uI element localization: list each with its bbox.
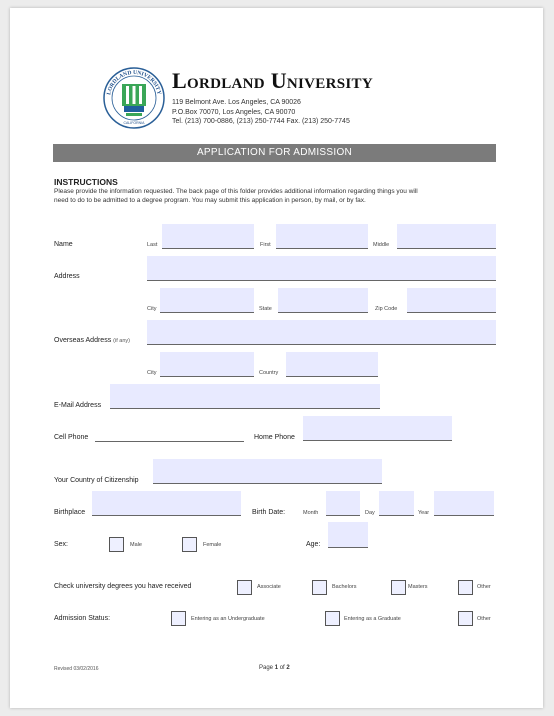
cell-phone-input[interactable] bbox=[95, 433, 244, 442]
admission-status-label: Admission Status: bbox=[54, 615, 111, 622]
address-city-input[interactable] bbox=[160, 288, 254, 313]
birth-day-sublabel: Day bbox=[365, 510, 375, 516]
home-phone-input[interactable] bbox=[303, 416, 452, 441]
contact-block bbox=[172, 98, 350, 127]
address-input[interactable] bbox=[147, 256, 496, 281]
age-input[interactable] bbox=[328, 522, 368, 548]
overseas-country-input[interactable] bbox=[286, 352, 378, 377]
admission-graduate-checkbox[interactable] bbox=[325, 611, 340, 626]
birth-month-sublabel: Month bbox=[303, 510, 319, 516]
page-prefix: Page bbox=[259, 665, 275, 671]
birth-year-sublabel: Year bbox=[418, 510, 430, 516]
last-name-input[interactable] bbox=[162, 224, 254, 249]
first-name-sublabel: First bbox=[260, 242, 271, 248]
overseas-city-input[interactable] bbox=[160, 352, 254, 377]
degree-masters-label: Masters bbox=[408, 584, 428, 590]
home-phone-label: Home Phone bbox=[254, 434, 295, 441]
overseas-city-sublabel: City bbox=[147, 370, 157, 376]
instructions-heading: INSTRUCTIONS bbox=[54, 177, 118, 187]
birthplace-input[interactable] bbox=[92, 491, 241, 516]
admission-other-checkbox[interactable] bbox=[458, 611, 473, 626]
sex-male-label: Male bbox=[130, 542, 142, 548]
university-name: Lordland University bbox=[172, 68, 373, 93]
first-name-input[interactable] bbox=[276, 224, 368, 249]
sex-label: Sex: bbox=[54, 541, 69, 548]
address-zip-sublabel: Zip Code bbox=[375, 306, 398, 312]
degree-bachelors-checkbox[interactable] bbox=[312, 580, 327, 595]
overseas-address-note: (if any) bbox=[113, 338, 130, 344]
admission-undergrad-label: Entering as an Undergraduate bbox=[191, 616, 265, 622]
sex-male-checkbox[interactable] bbox=[109, 537, 124, 552]
admission-graduate-label: Entering as a Graduate bbox=[344, 616, 401, 622]
instructions-line-2: need to do to be admitted to a degree program. You may submit this application in person, by mail, or by fax. bbox=[54, 197, 366, 204]
birth-year-input[interactable] bbox=[434, 491, 494, 516]
overseas-address-label bbox=[54, 337, 130, 344]
page-total: 2 bbox=[286, 665, 290, 671]
degree-masters-checkbox[interactable] bbox=[391, 580, 406, 595]
cell-phone-label: Cell Phone bbox=[54, 434, 89, 441]
address-state-input[interactable] bbox=[278, 288, 368, 313]
overseas-address-label-text: Overseas Address bbox=[54, 337, 112, 344]
page-current: 1 bbox=[274, 665, 279, 671]
form-title-banner: APPLICATION FOR ADMISSION bbox=[53, 144, 496, 162]
contact-line: Tel. (213) 700-0886, (213) 250-7744 Fax. (213) 250-7745 bbox=[172, 118, 350, 125]
sex-female-label: Female bbox=[203, 542, 222, 548]
age-label: Age: bbox=[306, 541, 321, 548]
degree-other-label: Other bbox=[477, 584, 491, 590]
sex-female-checkbox[interactable] bbox=[182, 537, 197, 552]
citizenship-input[interactable] bbox=[153, 459, 382, 484]
address-line-1: 119 Belmont Ave. Los Angeles, CA 90026 bbox=[172, 99, 301, 106]
degree-other-checkbox[interactable] bbox=[458, 580, 473, 595]
birthplace-label: Birthplace bbox=[54, 509, 86, 516]
birth-day-input[interactable] bbox=[379, 491, 414, 516]
degree-associate-checkbox[interactable] bbox=[237, 580, 252, 595]
name-label: Name bbox=[54, 241, 73, 248]
overseas-address-input[interactable] bbox=[147, 320, 496, 345]
page-of: of bbox=[278, 665, 287, 671]
page-number bbox=[259, 665, 290, 671]
email-input[interactable] bbox=[110, 384, 380, 409]
last-name-sublabel: Last bbox=[147, 242, 158, 248]
address-state-sublabel: State bbox=[259, 306, 272, 312]
admission-other-label: Other bbox=[477, 616, 491, 622]
svg-text:CALIFORNIA: CALIFORNIA bbox=[123, 121, 145, 125]
citizenship-label: Your Country of Citizenship bbox=[54, 477, 139, 484]
degree-associate-label: Associate bbox=[257, 584, 281, 590]
email-label: E-Mail Address bbox=[54, 402, 102, 409]
birth-date-label: Birth Date: bbox=[252, 509, 286, 516]
svg-text:LORDLAND UNIVERSITY: LORDLAND UNIVERSITY bbox=[106, 69, 162, 96]
birth-month-input[interactable] bbox=[326, 491, 360, 516]
revised-date: Revised 03/02/2016 bbox=[54, 666, 99, 672]
university-seal-logo bbox=[102, 66, 166, 130]
middle-name-sublabel: Middle bbox=[373, 242, 390, 248]
middle-name-input[interactable] bbox=[397, 224, 496, 249]
address-label: Address bbox=[54, 273, 80, 280]
address-city-sublabel: City bbox=[147, 306, 157, 312]
address-line-2: P.O.Box 70070, Los Angeles, CA 90070 bbox=[172, 108, 296, 116]
degrees-label: Check university degrees you have received bbox=[54, 583, 192, 590]
admission-undergrad-checkbox[interactable] bbox=[171, 611, 186, 626]
instructions-line-1: Please provide the information requested. The back page of this folder provides additional information regarding things you will bbox=[54, 188, 418, 195]
overseas-country-sublabel: Country bbox=[259, 370, 279, 376]
application-page bbox=[10, 8, 543, 708]
address-zip-input[interactable] bbox=[407, 288, 496, 313]
degree-bachelors-label: Bachelors bbox=[332, 584, 357, 590]
